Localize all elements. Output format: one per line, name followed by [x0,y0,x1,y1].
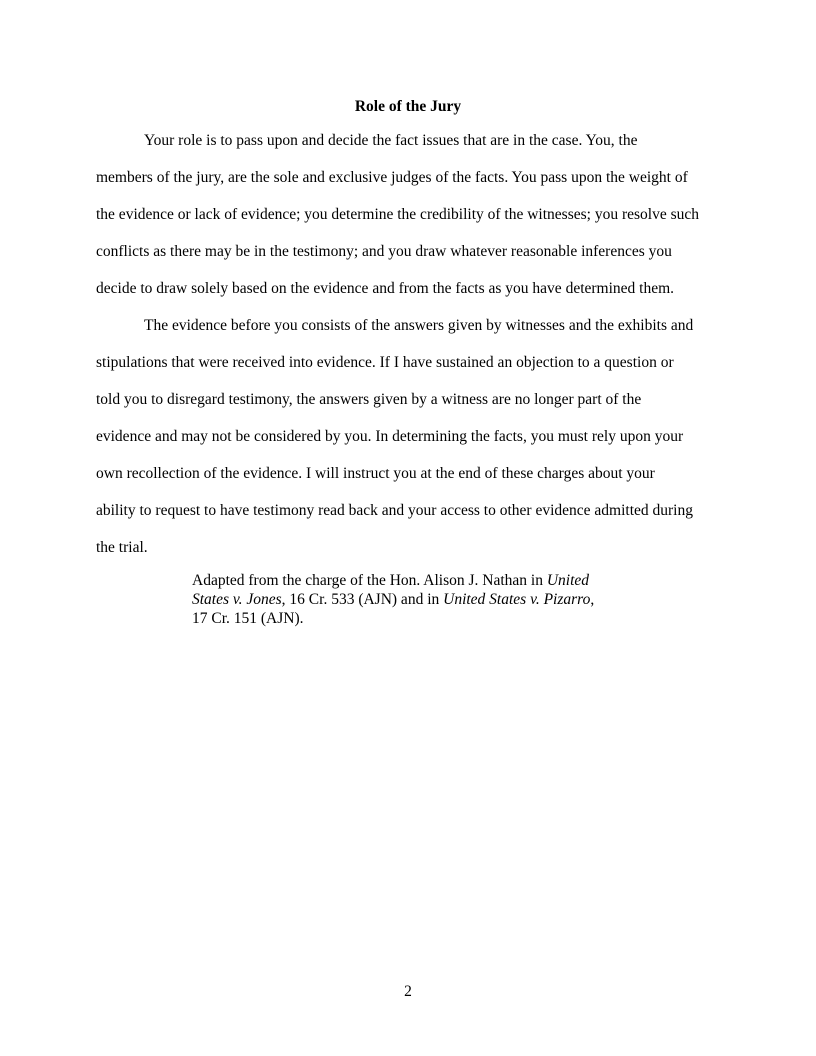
citation-text: Adapted from the charge of the Hon. Alison J. Nathan in [192,572,547,589]
paragraph-line: Your role is to pass upon and decide the fact issues that are in the case. You, the [144,132,638,149]
citation-line: 17 Cr. 151 (AJN). [192,610,304,627]
paragraph-line: stipulations that were received into evidence. If I have sustained an objection to a question or [96,354,674,371]
citation-case-name: United States v. Pizarro [443,591,591,608]
paragraph-line: members of the jury, are the sole and exclusive judges of the facts. You pass upon the weight of [96,169,688,186]
paragraph-line: evidence and may not be considered by you. In determining the facts, you must rely upon your [96,428,684,445]
paragraph-line: own recollection of the evidence. I will instruct you at the end of these charges about your [96,465,655,482]
paragraph-evidence [96,307,720,566]
paragraph-line: conflicts as there may be in the testimony; and you draw whatever reasonable inferences you [96,243,672,260]
paragraph-line: the trial. [96,539,148,556]
citation-line [192,590,632,609]
paragraph-line: The evidence before you consists of the answers given by witnesses and the exhibits and [144,317,694,334]
citation-text: , 16 Cr. 533 (AJN) and in [281,591,444,608]
paragraph-line: decide to draw solely based on the evidence and from the facts as you have determined them. [96,280,675,297]
paragraph-line: the evidence or lack of evidence; you determine the credibility of the witnesses; you resolve such [96,206,700,223]
citation-case-name: States v. Jones [192,591,282,608]
page-number: 2 [404,983,412,1000]
citation-line [192,571,632,590]
paragraph-role-of-jury [96,122,720,307]
paragraph-line: told you to disregard testimony, the answers given by a witness are no longer part of the [96,391,642,408]
source-citation [192,571,632,628]
citation-text: , [590,591,595,608]
citation-case-name: United [546,572,590,589]
paragraph-line: ability to request to have testimony read back and your access to other evidence admitted during [96,502,693,519]
section-heading: Role of the Jury [354,98,462,115]
